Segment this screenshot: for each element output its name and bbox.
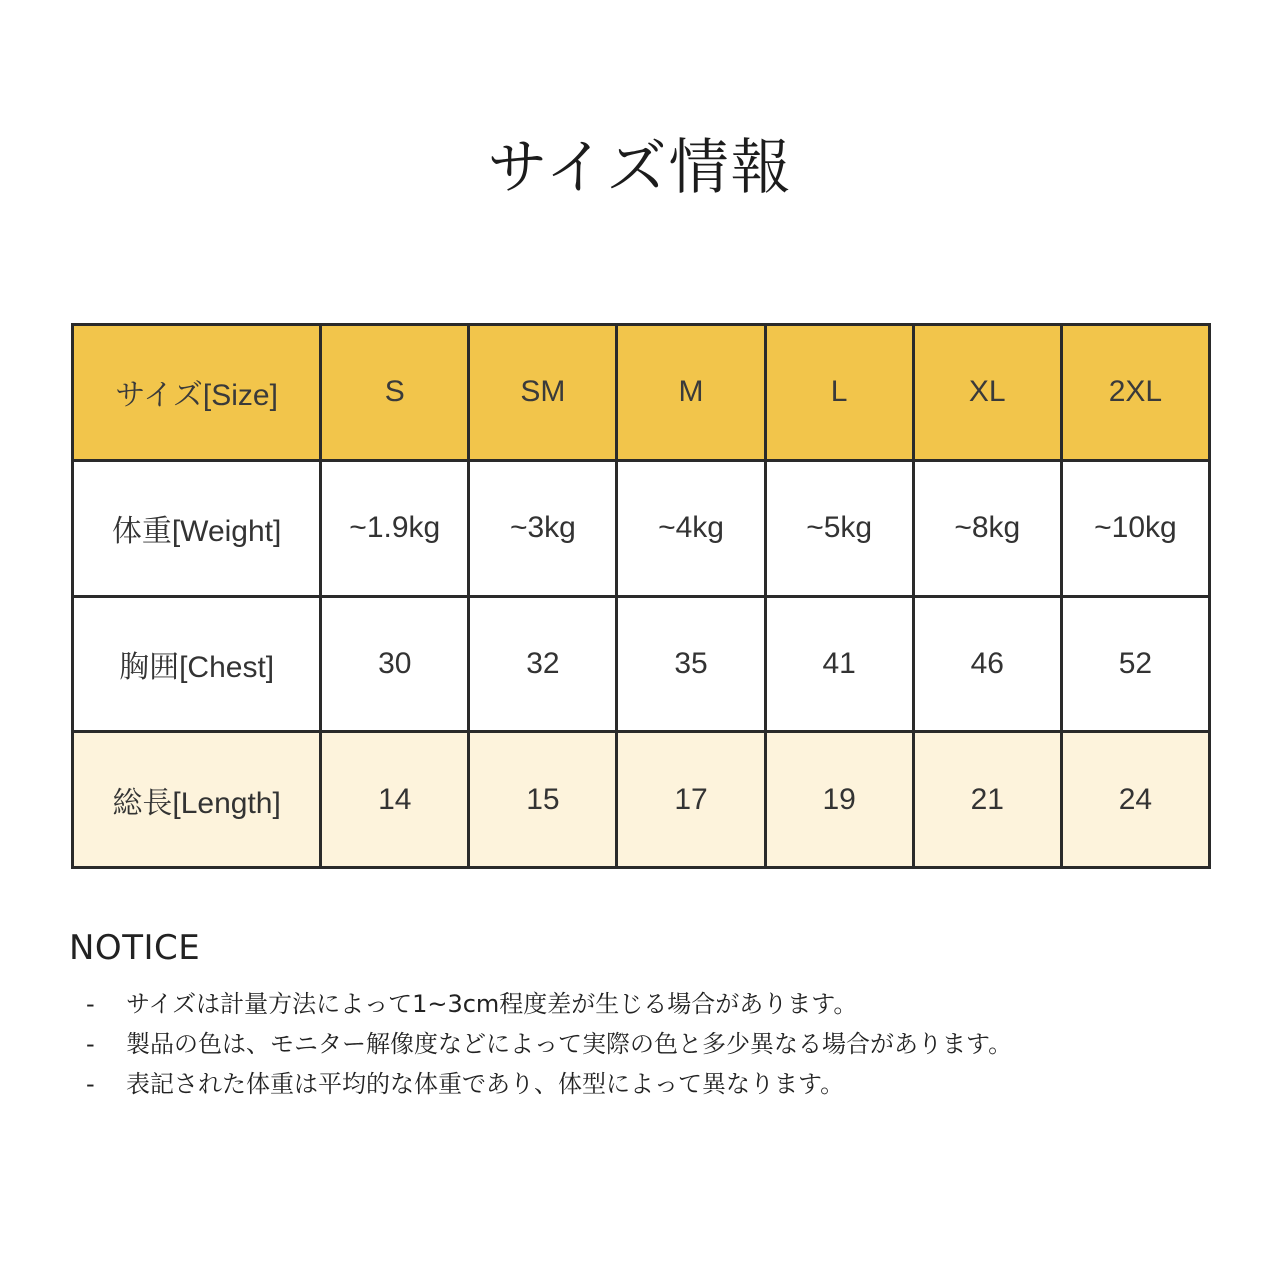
table-row-length bbox=[73, 732, 1210, 868]
table-cell: ~8kg bbox=[913, 460, 1061, 596]
notice-text: 表記された体重は平均的な体重であり、体型によって異なります。 bbox=[126, 1070, 845, 1098]
table-cell: ~1.9kg bbox=[321, 460, 469, 596]
table-row-weight bbox=[73, 460, 1210, 596]
header-cell-s: S bbox=[321, 325, 469, 461]
notice-section bbox=[69, 928, 1249, 1104]
table-cell: 19 bbox=[765, 732, 913, 868]
header-cell-xl: XL bbox=[913, 325, 1061, 461]
table-cell: 52 bbox=[1061, 596, 1209, 732]
table-cell: ~3kg bbox=[469, 460, 617, 596]
notice-item bbox=[69, 1024, 1249, 1064]
row-label-weight: 体重[Weight] bbox=[73, 460, 321, 596]
table-cell: 21 bbox=[913, 732, 1061, 868]
notice-title: NOTICE bbox=[69, 928, 201, 968]
table-cell: 46 bbox=[913, 596, 1061, 732]
bullet-dash: - bbox=[86, 1070, 95, 1098]
header-cell-sm: SM bbox=[469, 325, 617, 461]
table-cell: 24 bbox=[1061, 732, 1209, 868]
header-cell-m: M bbox=[617, 325, 765, 461]
table-cell: 35 bbox=[617, 596, 765, 732]
table-row-chest bbox=[73, 596, 1210, 732]
bullet-dash: - bbox=[86, 1030, 95, 1058]
table-cell: 14 bbox=[321, 732, 469, 868]
table-cell: 15 bbox=[469, 732, 617, 868]
table-cell: ~10kg bbox=[1061, 460, 1209, 596]
table-cell: ~4kg bbox=[617, 460, 765, 596]
table-cell: 32 bbox=[469, 596, 617, 732]
table-cell: 30 bbox=[321, 596, 469, 732]
table-cell: ~5kg bbox=[765, 460, 913, 596]
header-cell-size: サイズ[Size] bbox=[73, 325, 321, 461]
header-cell-2xl: 2XL bbox=[1061, 325, 1209, 461]
bullet-dash: - bbox=[86, 990, 95, 1018]
notice-text: 製品の色は、モニター解像度などによって実際の色と多少異なる場合があります。 bbox=[126, 1030, 1013, 1058]
notice-item bbox=[69, 984, 1249, 1024]
page-title: サイズ情報 bbox=[487, 133, 793, 203]
table-cell: 17 bbox=[617, 732, 765, 868]
table-cell: 41 bbox=[765, 596, 913, 732]
size-table bbox=[71, 323, 1211, 869]
header-cell-l: L bbox=[765, 325, 913, 461]
notice-list bbox=[69, 984, 1249, 1104]
table-header-row bbox=[73, 325, 1210, 461]
notice-text: サイズは計量方法によって1~3cm程度差が生じる場合があります。 bbox=[126, 990, 858, 1018]
notice-item bbox=[69, 1064, 1249, 1104]
row-label-length: 総長[Length] bbox=[73, 732, 321, 868]
row-label-chest: 胸囲[Chest] bbox=[73, 596, 321, 732]
